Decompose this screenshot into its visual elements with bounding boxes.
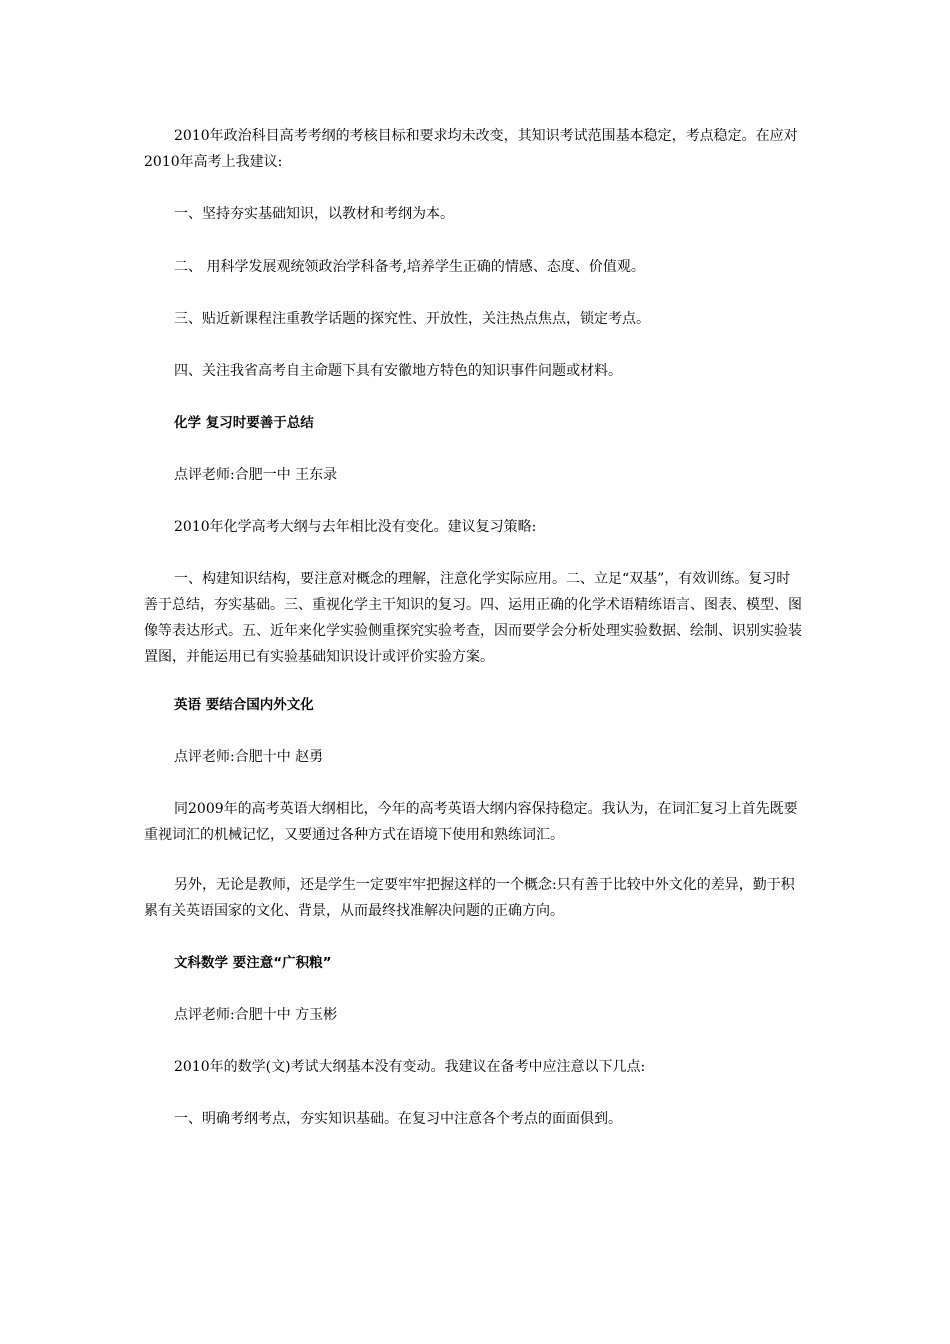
reviewer-math: 点评老师:合肥十中 方玉彬 — [174, 1007, 338, 1023]
paragraph-math-point-1: 一、明确考纲考点，夯实知识基础。在复习中注意各个考点的面面俱到。 — [174, 1111, 622, 1127]
heading-english: 英语 要结合国内外文化 — [174, 697, 314, 713]
paragraph-politics-point-1: 一、坚持夯实基础知识，以教材和考纲为本。 — [174, 206, 454, 222]
heading-chemistry: 化学 复习时要善于总结 — [174, 415, 314, 431]
reviewer-chemistry: 点评老师:合肥一中 王东录 — [174, 467, 338, 483]
paragraph-chemistry-intro: 2010年化学高考大纲与去年相比没有变化。建议复习策略: — [174, 519, 537, 535]
paragraph-english-culture: 另外，无论是教师，还是学生一定要牢牢把握这样的一个概念:只有善于比较中外文化的差异，勤于积累有关英语国家的文化、背景，从而最终找准解决问题的正确方向。 — [144, 877, 795, 919]
heading-math: 文科数学 要注意“广积粮” — [174, 955, 332, 971]
paragraph-english-intro: 同2009年的高考英语大纲相比，今年的高考英语大纲内容保持稳定。我认为，在词汇复习上首先既要重视词汇的机械记忆，又要通过各种方式在语境下使用和熟练词汇。 — [144, 801, 798, 843]
paragraph-politics-point-3: 三、贴近新课程注重教学话题的探究性、开放性，关注热点焦点，锁定考点。 — [174, 311, 650, 327]
paragraph-politics-point-2: 二、 用科学发展观统领政治学科备考,培养学生正确的情感、态度、价值观。 — [174, 259, 645, 275]
reviewer-english: 点评老师:合肥十中 赵勇 — [174, 749, 324, 765]
paragraph-politics-intro: 2010年政治科目高考考纲的考核目标和要求均未改变，其知识考试范围基本稳定，考点稳定。在应对2010年高考上我建议: — [144, 128, 798, 170]
paragraph-chemistry-strategy: 一、构建知识结构，要注意对概念的理解，注意化学实际应用。二、立足“双基”，有效训练。复习时善于总结，夯实基础。三、重视化学主干知识的复习。四、运用正确的化学术语精练语言、图表、模型、图像等表达形式。五、近年来化学实验侧重探究实验考查，因而要学会分析处理实验数据、绘制、识别实验装置图，并能运用已有实验基础知识设计或评价实验方案。 — [144, 571, 802, 665]
paragraph-politics-point-4: 四、关注我省高考自主命题下具有安徽地方特色的知识事件问题或材料。 — [174, 363, 622, 379]
paragraph-math-intro: 2010年的数学(文)考试大纲基本没有变动。我建议在备考中应注意以下几点: — [174, 1059, 646, 1075]
